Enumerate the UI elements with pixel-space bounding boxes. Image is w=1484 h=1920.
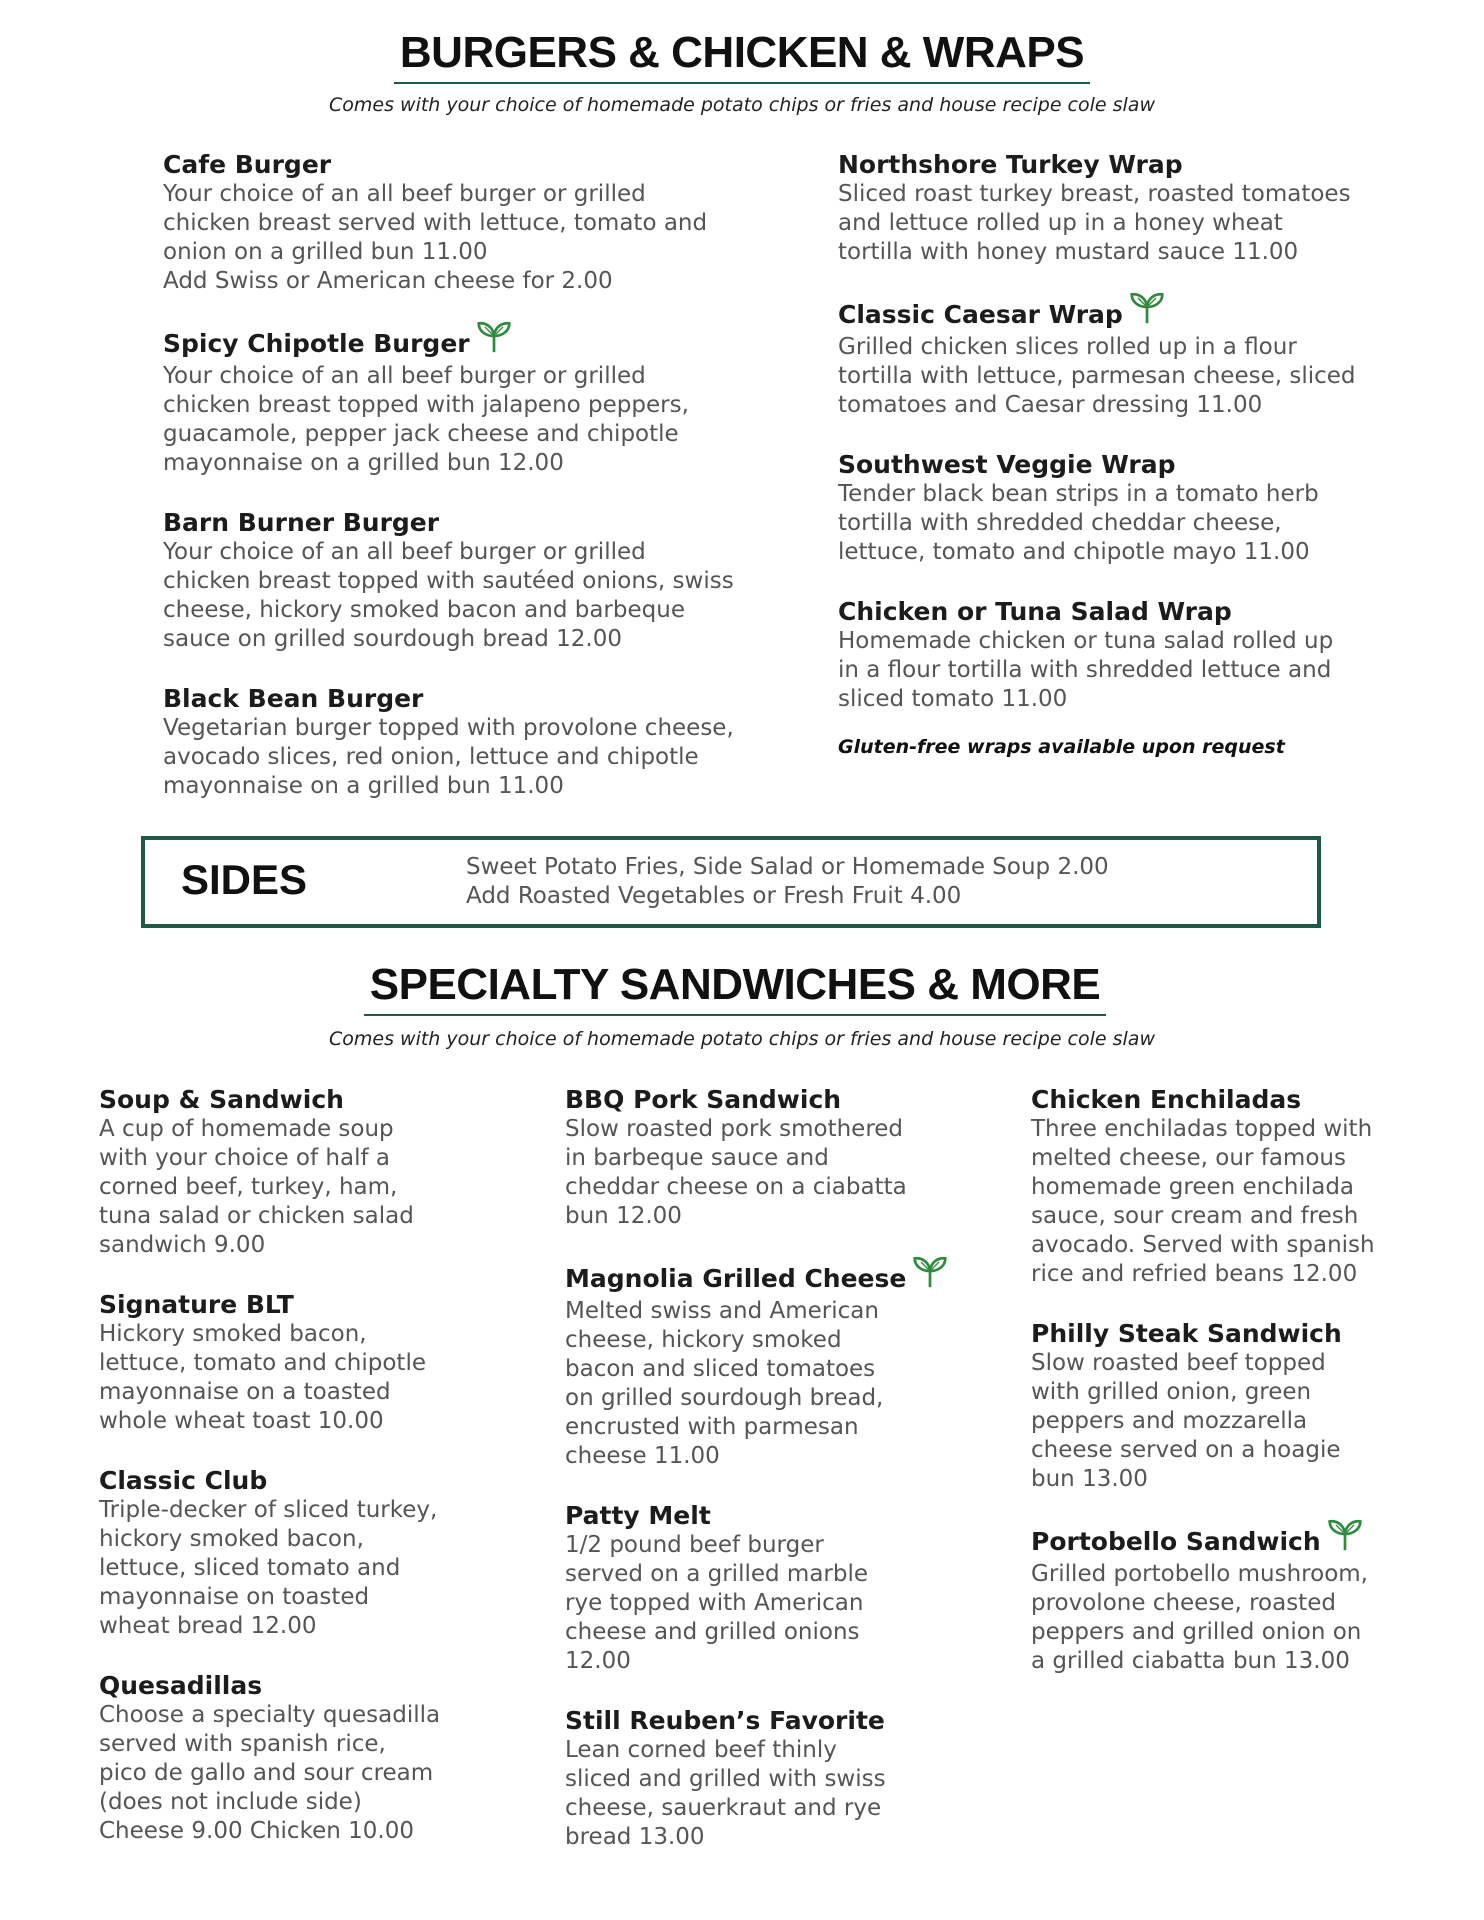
menu-item-description: peppers and mozzarella: [1031, 1408, 1308, 1434]
menu-item-title: Signature BLT: [99, 1290, 294, 1319]
menu-item-title: Classic Club: [99, 1466, 268, 1495]
menu-item-description: Slow roasted pork smothered: [565, 1116, 904, 1142]
menu-item-description: Cheese 9.00 Chicken 10.00: [99, 1818, 414, 1844]
sprout-icon: [1327, 1516, 1363, 1552]
menu-item-title: Quesadillas: [99, 1671, 263, 1700]
menu-item-description: Choose a specialty quesadilla: [99, 1702, 441, 1728]
menu-item-description: cheese served on a hoagie: [1031, 1437, 1341, 1463]
menu-item-title: Soup & Sandwich: [99, 1085, 344, 1114]
menu-item-description: bun 13.00: [1031, 1466, 1148, 1492]
menu-item-description: bacon and sliced tomatoes: [565, 1356, 876, 1382]
sides-title: SIDES: [181, 856, 308, 903]
menu-item-name: [1031, 1085, 1471, 1115]
menu-item-description: lettuce, sliced tomato and: [99, 1555, 401, 1581]
menu-item-name: [838, 450, 1458, 480]
menu-item-description: tortilla with lettuce, parmesan cheese, sliced: [838, 363, 1356, 389]
menu-item-title: Chicken Enchiladas: [1031, 1085, 1302, 1114]
menu-item-description: bun 12.00: [565, 1203, 682, 1229]
menu-item-description: Sliced roast turkey breast, roasted tomatoes: [838, 181, 1351, 207]
menu-item: [1031, 1085, 1471, 1289]
menu-item-description: 1/2 pound beef burger: [565, 1532, 824, 1558]
menu-item-title: Portobello Sandwich: [1031, 1527, 1321, 1556]
menu-item-description: rice and refried beans 12.00: [1031, 1261, 1358, 1287]
burgers-right-column: [838, 150, 1458, 758]
menu-item-description: tuna salad or chicken salad: [99, 1203, 414, 1229]
menu-item-description: Your choice of an all beef burger or grilled: [163, 363, 646, 389]
menu-item-description: cheese, hickory smoked: [565, 1327, 842, 1353]
specialty-column-1: [99, 1085, 539, 1846]
menu-item-description: with grilled onion, green: [1031, 1379, 1312, 1405]
menu-item-description: lettuce, tomato and chipotle mayo 11.00: [838, 539, 1310, 565]
menu-item-description: cheese, sauerkraut and rye: [565, 1795, 882, 1821]
menu-item-description: sauce on grilled sourdough bread 12.00: [163, 626, 622, 652]
menu-item-name: [838, 150, 1458, 180]
menu-item-description: mayonnaise on toasted: [99, 1584, 370, 1610]
sprout-icon: [1129, 289, 1165, 325]
menu-item-description: Hickory smoked bacon,: [99, 1321, 367, 1347]
menu-item-description: mayonnaise on a toasted: [99, 1379, 391, 1405]
menu-item-description: melted cheese, our famous: [1031, 1145, 1346, 1171]
menu-item: [838, 150, 1458, 267]
menu-item-description: tortilla with honey mustard sauce 11.00: [838, 239, 1299, 265]
gluten-free-note: Gluten-free wraps available upon request: [838, 736, 1285, 758]
menu-item-name: [163, 326, 783, 362]
menu-item-title: Cafe Burger: [163, 150, 332, 179]
menu-item-description: served with spanish rice,: [99, 1731, 386, 1757]
menu-item-description: with your choice of half a: [99, 1145, 390, 1171]
menu-item-title: Patty Melt: [565, 1501, 711, 1530]
menu-item-description: rye topped with American: [565, 1590, 864, 1616]
menu-item: [99, 1290, 539, 1436]
menu-item-description: Three enchiladas topped with: [1031, 1116, 1373, 1142]
menu-item-description: sliced and grilled with swiss: [565, 1766, 886, 1792]
menu-item-name: [565, 1501, 1005, 1531]
menu-item: [838, 450, 1458, 567]
menu-item-name: [163, 508, 783, 538]
menu-item: [99, 1671, 539, 1846]
menu-item-description: bread 13.00: [565, 1824, 705, 1850]
menu-item-description: corned beef, turkey, ham,: [99, 1174, 398, 1200]
menu-item-description: guacamole, pepper jack cheese and chipotle: [163, 421, 679, 447]
menu-item-description: homemade green enchilada: [1031, 1174, 1355, 1200]
menu-item-description: cheddar cheese on a ciabatta: [565, 1174, 907, 1200]
menu-item: [163, 150, 783, 296]
menu-item-description: Tender black bean strips in a tomato herb: [838, 481, 1319, 507]
menu-item-description: wheat bread 12.00: [99, 1613, 317, 1639]
menu-item: [838, 597, 1458, 714]
menu-item: [1031, 1319, 1471, 1494]
menu-item-name: [838, 597, 1458, 627]
menu-item-description: peppers and grilled onion on: [1031, 1619, 1362, 1645]
menu-item: [1031, 1524, 1471, 1676]
menu-item: [565, 1261, 1005, 1471]
menu-item-description: Homemade chicken or tuna salad rolled up: [838, 628, 1334, 654]
menu-item-description: Vegetarian burger topped with provolone cheese,: [163, 715, 734, 741]
menu-item: [565, 1085, 1005, 1231]
menu-item-description: hickory smoked bacon,: [99, 1526, 364, 1552]
menu-item-description: lettuce, tomato and chipotle: [99, 1350, 426, 1376]
burgers-left-column: [163, 150, 783, 801]
menu-item-description: whole wheat toast 10.00: [99, 1408, 384, 1434]
menu-item-description: 12.00: [565, 1648, 631, 1674]
menu-item-name: [565, 1706, 1005, 1736]
menu-item-description: provolone cheese, roasted: [1031, 1590, 1336, 1616]
menu-item-description: in barbeque sauce and: [565, 1145, 829, 1171]
menu-item-name: [163, 684, 783, 714]
menu-item-description: chicken breast topped with sautéed onions, swiss: [163, 568, 734, 594]
specialty-column-3: [1031, 1085, 1471, 1676]
menu-item: [565, 1501, 1005, 1676]
menu-item-description: Grilled portobello mushroom,: [1031, 1561, 1368, 1587]
menu-item-description: a grilled ciabatta bun 13.00: [1031, 1648, 1350, 1674]
menu-item-name: [99, 1671, 539, 1701]
menu-item: [99, 1466, 539, 1641]
menu-item-description: chicken breast topped with jalapeno peppers,: [163, 392, 689, 418]
menu-item-description: Grilled chicken slices rolled up in a flour: [838, 334, 1297, 360]
menu-item-description: Slow roasted beef topped: [1031, 1350, 1326, 1376]
menu-item-title: Classic Caesar Wrap: [838, 300, 1123, 329]
burgers-subtitle: Comes with your choice of homemade potato chips or fries and house recipe cole slaw: [329, 94, 1155, 116]
menu-item-name: [99, 1085, 539, 1115]
menu-item-description: Your choice of an all beef burger or grilled: [163, 539, 646, 565]
sides-line: Sweet Potato Fries, Side Salad or Homemade Soup 2.00: [466, 854, 1109, 880]
sprout-icon: [912, 1253, 948, 1289]
menu-item: [565, 1706, 1005, 1852]
sides-text: [466, 853, 1109, 911]
burgers-title: BURGERS & CHICKEN & WRAPS: [0, 28, 1484, 84]
specialty-subtitle: Comes with your choice of homemade potato chips or fries and house recipe cole slaw: [329, 1028, 1155, 1050]
menu-item-title: Spicy Chipotle Burger: [163, 329, 470, 358]
menu-item-description: sauce, sour cream and fresh: [1031, 1203, 1359, 1229]
sprout-icon: [476, 318, 512, 354]
menu-item-description: mayonnaise on a grilled bun 12.00: [163, 450, 564, 476]
menu-item-description: sandwich 9.00: [99, 1232, 266, 1258]
menu-item-description: tortilla with shredded cheddar cheese,: [838, 510, 1282, 536]
menu-item-description: avocado. Served with spanish: [1031, 1232, 1375, 1258]
menu-item-description: chicken breast served with lettuce, tomato and: [163, 210, 708, 236]
menu-item-name: [163, 150, 783, 180]
menu-item-description: A cup of homemade soup: [99, 1116, 394, 1142]
menu-item-description: Melted swiss and American: [565, 1298, 879, 1324]
menu-item: [163, 326, 783, 478]
specialty-title: SPECIALTY SANDWICHES & MORE: [0, 960, 1477, 1016]
menu-item-title: BBQ Pork Sandwich: [565, 1085, 842, 1114]
menu-item-description: Your choice of an all beef burger or grilled: [163, 181, 646, 207]
menu-item: [163, 684, 783, 801]
menu-item-description: sliced tomato 11.00: [838, 686, 1068, 712]
menu-item: [99, 1085, 539, 1260]
menu-item-description: Lean corned beef thinly: [565, 1737, 837, 1763]
menu-item-title: Magnolia Grilled Cheese: [565, 1264, 907, 1293]
menu-item-description: in a flour tortilla with shredded lettuce and: [838, 657, 1332, 683]
menu-item-name: [838, 297, 1458, 333]
menu-item-name: [565, 1261, 1005, 1297]
menu-item-name: [1031, 1319, 1471, 1349]
menu-item-description: onion on a grilled bun 11.00: [163, 239, 488, 265]
menu-item-description: mayonnaise on a grilled bun 11.00: [163, 773, 564, 799]
menu-item-name: [565, 1085, 1005, 1115]
menu-item-description: Triple-decker of sliced turkey,: [99, 1497, 438, 1523]
menu-item-description: cheese and grilled onions: [565, 1619, 860, 1645]
menu-item-description: pico de gallo and sour cream: [99, 1760, 434, 1786]
menu-item-description: tomatoes and Caesar dressing 11.00: [838, 392, 1263, 418]
menu-item-title: Chicken or Tuna Salad Wrap: [838, 597, 1232, 626]
menu-item: [163, 508, 783, 654]
specialty-column-2: [565, 1085, 1005, 1852]
menu-item-description: on grilled sourdough bread,: [565, 1385, 884, 1411]
menu-item-title: Northshore Turkey Wrap: [838, 150, 1183, 179]
menu-item-name: [99, 1466, 539, 1496]
menu-item-description: cheese 11.00: [565, 1443, 720, 1469]
menu-item-description: (does not include side): [99, 1789, 362, 1815]
menu-item-description: served on a grilled marble: [565, 1561, 869, 1587]
menu-item-title: Still Reuben’s Favorite: [565, 1706, 885, 1735]
menu-item-title: Barn Burner Burger: [163, 508, 440, 537]
menu-item: [838, 297, 1458, 420]
menu-item-description: avocado slices, red onion, lettuce and chipotle: [163, 744, 699, 770]
sides-line: Add Roasted Vegetables or Fresh Fruit 4.00: [466, 883, 962, 909]
menu-item-description: and lettuce rolled up in a honey wheat: [838, 210, 1283, 236]
menu-item-description: Add Swiss or American cheese for 2.00: [163, 268, 613, 294]
menu-item-description: cheese, hickory smoked bacon and barbeque: [163, 597, 685, 623]
menu-item-name: [1031, 1524, 1471, 1560]
menu-item-name: [99, 1290, 539, 1320]
menu-item-title: Philly Steak Sandwich: [1031, 1319, 1342, 1348]
menu-item-title: Southwest Veggie Wrap: [838, 450, 1176, 479]
menu-item-description: encrusted with parmesan: [565, 1414, 859, 1440]
menu-item-title: Black Bean Burger: [163, 684, 424, 713]
